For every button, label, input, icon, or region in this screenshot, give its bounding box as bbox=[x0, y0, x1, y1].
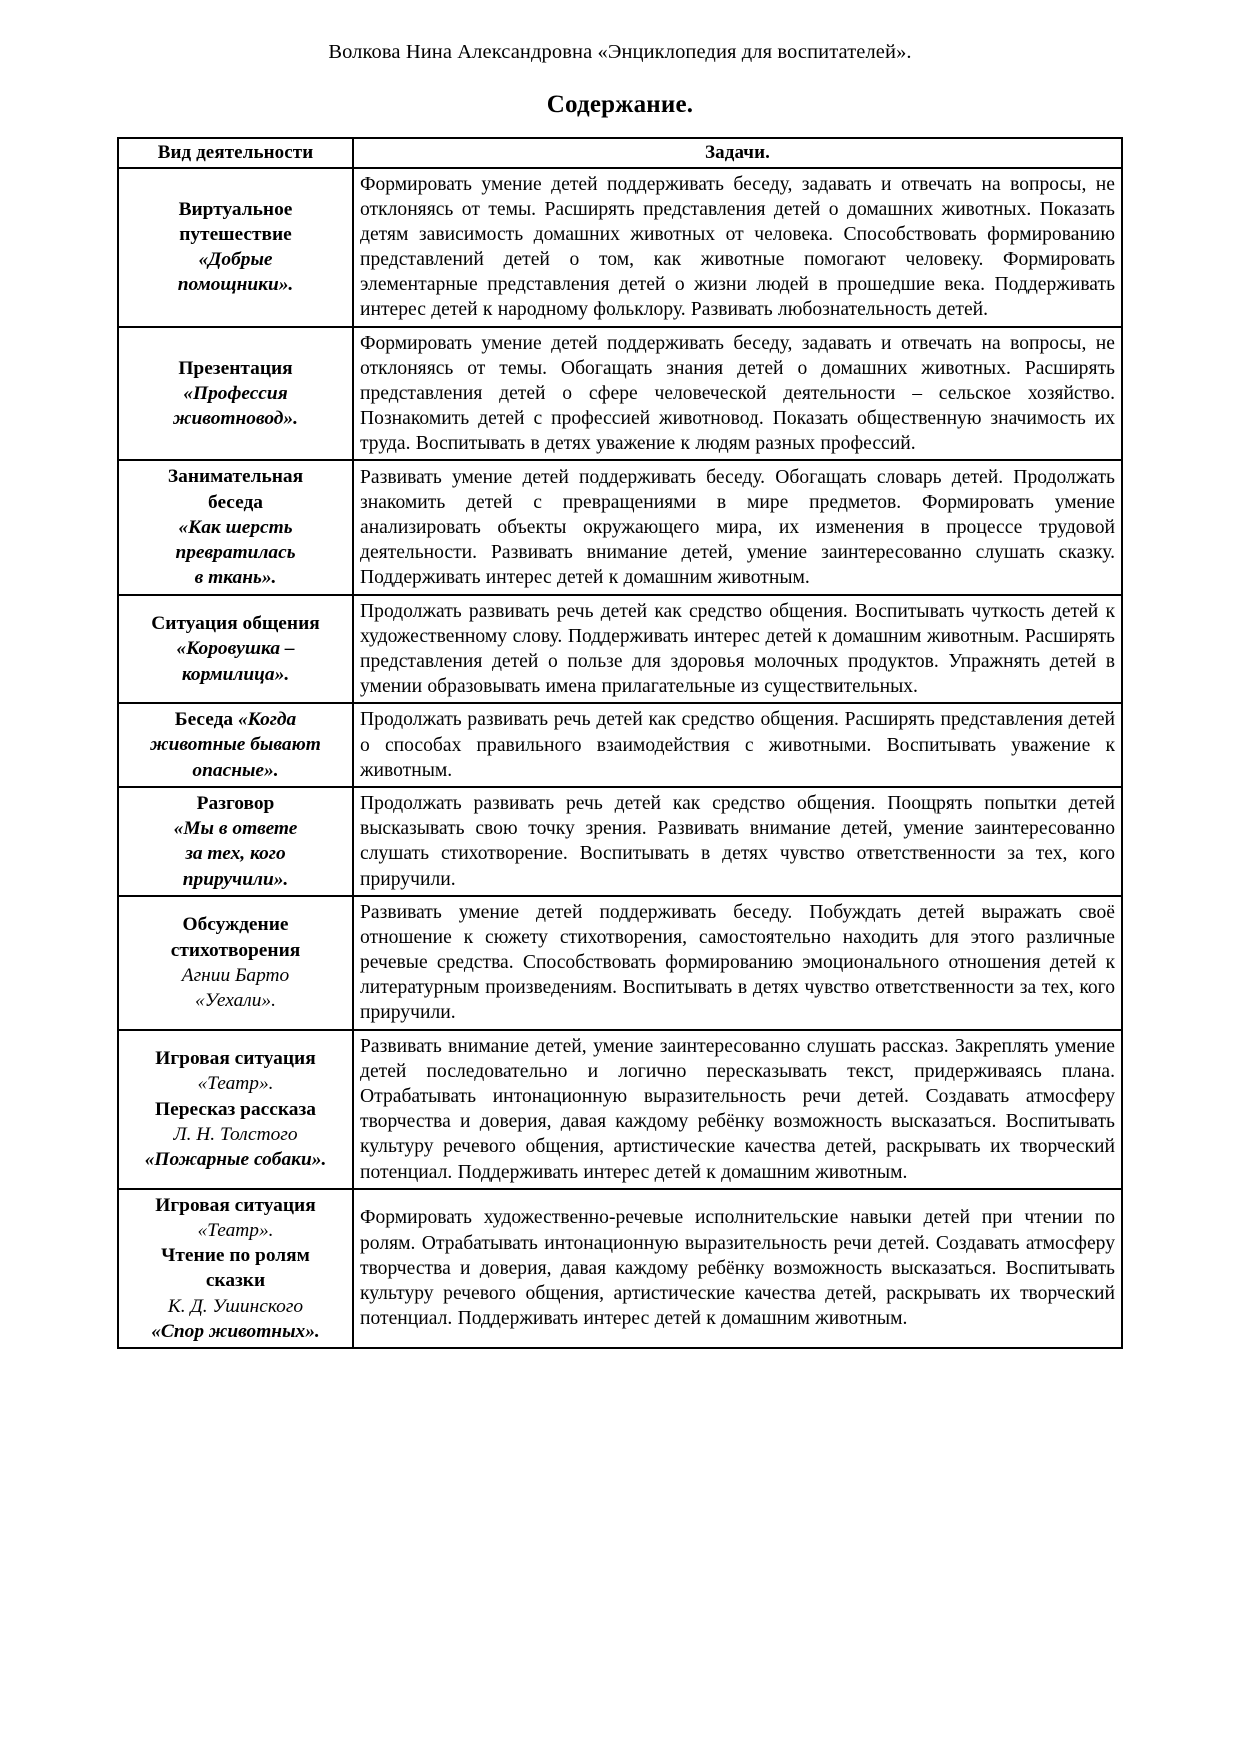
activity-cell bbox=[118, 703, 353, 787]
activity-line: «Уехали». bbox=[195, 989, 276, 1011]
activity-line: животновод». bbox=[173, 408, 298, 430]
activity-cell bbox=[118, 595, 353, 704]
tasks-cell: Формировать умение детей поддерживать беседу, задавать и отвечать на вопросы, не отклоняясь от темы. Расширять представления детей о домашних животных. Показать детям зависимость домашних животных от человека. Способствовать формированию представлений детей о том, как животные помогают человеку. Формировать элементарные представления детей о жизни людей в прошедшие века. Поддерживать интерес детей к народному фольклору. Развивать любознательность детей. bbox=[353, 168, 1122, 327]
table-row bbox=[118, 595, 1122, 704]
activity-line: кормилица». bbox=[181, 663, 290, 685]
activity-line: «Как шерсть bbox=[178, 516, 293, 538]
activity-line: сказки bbox=[205, 1270, 266, 1292]
table-body bbox=[118, 168, 1122, 1348]
activity-line: «Пожарные собаки». bbox=[144, 1149, 327, 1170]
table-row bbox=[118, 1030, 1122, 1189]
table-row bbox=[118, 787, 1122, 896]
document-header: Волкова Нина Александровна «Энциклопедия для воспитателей». bbox=[328, 41, 912, 63]
activity-line: Занимательная bbox=[167, 466, 304, 488]
activity-line: помощники». bbox=[177, 274, 294, 296]
activity-line: «Спор животных». bbox=[151, 1320, 320, 1342]
activity-line-segment: «Когда bbox=[237, 709, 297, 731]
tasks-cell: Развивать внимание детей, умение заинтересованно слушать рассказ. Закреплять умение детей последовательно и логично пересказывать текст, придерживаясь плана. Отрабатывать интонационную выразительность речи детей. Создавать атмосферу творчества и доверия, давая каждому ребёнку возможность высказаться. Воспитывать культуру речевого общения, артистические качества детей, раскрывать их творческий потенциал. Поддерживать интерес детей к домашним животным. bbox=[353, 1030, 1122, 1189]
activity-line: «Профессия bbox=[183, 382, 288, 404]
activity-line: «Театр». bbox=[197, 1073, 274, 1095]
table-row bbox=[118, 1189, 1122, 1348]
tasks-cell: Формировать умение детей поддерживать беседу, задавать и отвечать на вопросы, не отклоняясь от темы. Обогащать знания детей о домашних животных. Расширять представления детей о сфере человеческой деятельности – сельское хозяйство. Познакомить детей с профессией животновод. Показать общественную значимость их труда. Воспитывать в детях уважение к людям разных профессий. bbox=[353, 327, 1122, 461]
page-title: Содержание. bbox=[546, 90, 694, 118]
table-row bbox=[118, 168, 1122, 327]
table-row bbox=[118, 327, 1122, 461]
activity-line: беседа bbox=[208, 491, 263, 513]
activity-cell bbox=[118, 1189, 353, 1348]
contents-table bbox=[117, 137, 1123, 1349]
activity-line: «Мы в ответе bbox=[173, 818, 298, 840]
table-row bbox=[118, 460, 1122, 594]
activity-cell bbox=[118, 1030, 353, 1189]
activity-line: Презентация bbox=[178, 357, 293, 379]
activity-line: Чтение по ролям bbox=[161, 1245, 310, 1267]
activity-cell bbox=[118, 460, 353, 594]
activity-line: превратилась bbox=[175, 542, 296, 564]
activity-cell bbox=[118, 168, 353, 327]
activity-line-segment: Беседа bbox=[174, 709, 238, 731]
activity-line: стихотворения bbox=[170, 939, 301, 961]
activity-line: Обсуждение bbox=[182, 914, 289, 936]
activity-line: Игровая ситуация bbox=[155, 1048, 316, 1070]
tasks-cell: Продолжать развивать речь детей как средство общения. Воспитывать чуткость детей к художественному слову. Поддерживать интерес детей к домашним животным. Расширять представления детей о пользе для здоровья молочных продуктов. Упражнять детей в умении образовывать имена прилагательные из существительных. bbox=[353, 595, 1122, 704]
tasks-cell: Продолжать развивать речь детей как средство общения. Расширять представления детей о способах правильного взаимодействия с животными. Воспитывать уважение к животным. bbox=[353, 703, 1122, 787]
activity-line: опасные». bbox=[192, 759, 279, 781]
activity-line: приручили». bbox=[182, 868, 289, 890]
activity-line: «Театр». bbox=[197, 1219, 274, 1241]
activity-line: Ситуация общения bbox=[151, 613, 320, 635]
tasks-cell: Формировать художественно-речевые исполнительские навыки детей при чтении по ролям. Отрабатывать интонационную выразительность речи детей. Создавать атмосферу творчества и доверия, давая каждому ребёнку возможность высказаться. Воспитывать культуру речевого общения, артистические качества детей, раскрывать их творческий потенциал. Поддерживать интерес детей к домашним животным. bbox=[353, 1189, 1122, 1348]
table-row bbox=[118, 703, 1122, 787]
activity-line: за тех, кого bbox=[185, 843, 286, 865]
activity-line: путешествие bbox=[179, 223, 292, 245]
activity-line bbox=[125, 707, 346, 732]
activity-cell bbox=[118, 787, 353, 896]
tasks-cell: Развивать умение детей поддерживать беседу. Побуждать детей выражать своё отношение к сюжету стихотворения, самостоятельно находить для этого различные речевые средства. Способствовать формированию эмоционального отношения детей к литературным произведениям. Воспитывать в детях чувство ответственности за тех, кого приручили. bbox=[353, 896, 1122, 1030]
activity-line: в ткань». bbox=[194, 567, 277, 589]
activity-line: К. Д. Ушинского bbox=[167, 1295, 304, 1317]
activity-line: Разговор bbox=[196, 792, 275, 814]
column-header-tasks: Задачи. bbox=[353, 138, 1122, 168]
activity-line: животные бывают bbox=[150, 734, 321, 756]
activity-line: Агнии Барто bbox=[181, 964, 290, 986]
table-row bbox=[118, 896, 1122, 1030]
activity-line: «Коровушка – bbox=[176, 638, 295, 660]
column-header-activity: Вид деятельности bbox=[118, 138, 353, 168]
activity-line: Виртуальное bbox=[178, 198, 293, 220]
table-header-row bbox=[118, 138, 1122, 168]
tasks-cell: Развивать умение детей поддерживать беседу. Обогащать словарь детей. Продолжать знакомить детей с превращениями в мире предметов. Формировать умение анализировать объекты окружающего мира, их изменения в процессе трудовой деятельности. Развивать внимание детей, умение заинтересованно слушать сказку. Поддерживать интерес детей к домашним животным. bbox=[353, 460, 1122, 594]
activity-line: Пересказ рассказа bbox=[155, 1098, 316, 1120]
tasks-cell: Продолжать развивать речь детей как средство общения. Поощрять попытки детей высказывать свою точку зрения. Развивать внимание детей, умение заинтересованно слушать стихотворение. Воспитывать в детях чувство ответственности за тех, кого приручили. bbox=[353, 787, 1122, 896]
activity-cell bbox=[118, 896, 353, 1030]
table-header bbox=[118, 138, 1122, 168]
activity-line: «Добрые bbox=[198, 249, 273, 271]
activity-line: Игровая ситуация bbox=[155, 1194, 316, 1216]
activity-cell bbox=[118, 327, 353, 461]
activity-line: Л. Н. Толстого bbox=[173, 1123, 298, 1145]
